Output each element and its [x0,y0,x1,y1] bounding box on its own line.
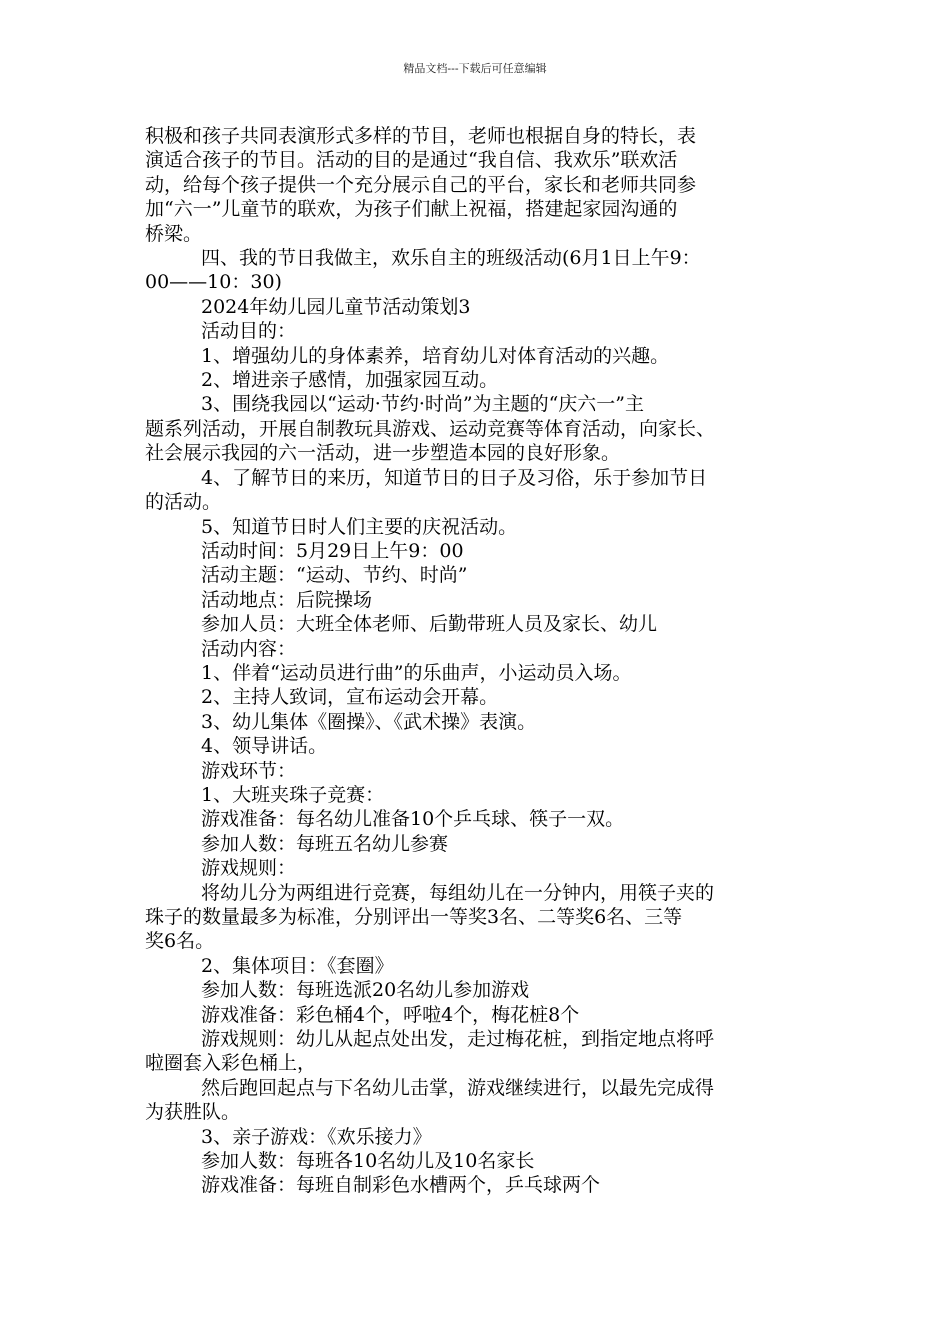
text-line: 2、主持人致词，宣布运动会开幕。 [201,686,499,709]
text-line: 活动目的： [201,320,297,343]
text-line: 2、增进亲子感情，加强家园互动。 [201,369,499,392]
paragraph [145,1003,813,1027]
page-header: 精品文档---下载后可任意编辑 [403,62,547,75]
paragraph [145,368,813,392]
paragraph [145,1076,813,1125]
paragraph [145,466,813,515]
text-line: 题系列活动，开展自制教玩具游戏、运动竞赛等体育活动，向家长、 [145,417,716,440]
paragraph [145,319,813,343]
paragraph [145,856,813,880]
paragraph [145,978,813,1002]
text-line: 2024年幼儿园儿童节活动策划3 [201,295,471,318]
text-line: 桥梁。 [145,222,203,245]
text-line: 参加人数：每班选派20名幼儿参加游戏 [201,979,530,1002]
paragraph [145,637,813,661]
paragraph [145,832,813,856]
paragraph [145,612,813,636]
text-line: 00——10：30) [145,271,282,294]
document-body [145,124,813,1198]
text-line: 1、大班夹珠子竞赛： [201,783,385,806]
paragraph [145,954,813,978]
text-line: 3、亲子游戏：《欢乐接力》 [201,1125,432,1148]
text-line: 演适合孩子的节目。活动的目的是通过“我自信、我欢乐”联欢活 [145,149,678,172]
text-line: 加“六一”儿童节的联欢，为孩子们献上祝福，搭建起家园沟通的 [145,198,678,221]
text-line: 参加人数：每班五名幼儿参赛 [201,832,449,855]
paragraph [145,392,813,465]
text-line: 参加人数：每班各10名幼儿及10名家长 [201,1150,535,1173]
text-line: 3、围绕我园以“运动·节约·时尚”为主题的“庆六一”主 [201,393,645,416]
paragraph [145,246,813,295]
text-line: 1、伴着“运动员进行曲”的乐曲声，小运动员入场。 [201,661,632,684]
text-line: 社会展示我园的六一活动，进一步塑造本园的良好形象。 [145,442,621,465]
paragraph [145,881,813,954]
text-line: 积极和孩子共同表演形式多样的节目，老师也根据自身的特长，表 [145,125,697,147]
text-line: 1、增强幼儿的身体素养，培育幼儿对体育活动的兴趣。 [201,344,670,367]
text-line: 游戏准备：每班自制彩色水槽两个，乒乓球两个 [201,1174,601,1197]
text-line: 游戏环节： [201,759,297,782]
text-line: 2、集体项目：《套圈》 [201,954,394,977]
text-line: 活动地点：后院操场 [201,588,373,611]
text-line: 游戏规则： [201,857,297,880]
text-line: 动，给每个孩子提供一个充分展示自己的平台，家长和老师共同参 [145,173,697,196]
text-line: 游戏准备：彩色桶4个，呼啦4个，梅花桩8个 [201,1003,580,1026]
paragraph [145,734,813,758]
text-line: 活动时间：5月29日上午9：00 [201,539,464,562]
paragraph [145,295,813,319]
text-line: 4、了解节日的来历，知道节日的日子及习俗，乐于参加节日 [201,466,708,489]
paragraph [145,344,813,368]
text-line: 将幼儿分为两组进行竞赛，每组幼儿在一分钟内，用筷子夹的 [201,881,715,904]
paragraph [145,1125,813,1149]
paragraph [145,1149,813,1173]
text-line: 游戏规则：幼儿从起点处出发，走过梅花桩，到指定地点将呼 [201,1028,715,1051]
paragraph [145,539,813,563]
text-line: 啦圈套入彩色桶上， [145,1052,317,1075]
paragraph [145,1027,813,1076]
paragraph [145,124,813,246]
paragraph [145,710,813,734]
text-line: 5、知道节日时人们主要的庆祝活动。 [201,515,518,538]
text-line: 游戏准备：每名幼儿准备10个乒乓球、筷子一双。 [201,808,625,831]
text-line: 珠子的数量最多为标准，分别评出一等奖3名、二等奖6名、三等 [145,906,683,928]
text-line: 3、幼儿集体《圈操》、《武术操》表演。 [201,710,537,733]
paragraph [145,661,813,685]
text-line: 然后跑回起点与下名幼儿击掌，游戏继续进行，以最先完成得 [201,1076,715,1099]
paragraph [145,685,813,709]
text-line: 为获胜队。 [145,1101,241,1124]
paragraph [145,563,813,587]
text-line: 奖6名。 [145,930,215,953]
text-line: 4、领导讲话。 [201,735,328,758]
text-line: 的活动。 [145,491,222,514]
text-line: 参加人员：大班全体老师、后勤带班人员及家长、幼儿 [201,613,658,636]
paragraph [145,515,813,539]
paragraph [145,759,813,783]
text-line: 活动内容： [201,637,297,660]
text-line: 活动主题：“运动、节约、时尚” [201,564,468,587]
paragraph [145,1173,813,1197]
paragraph [145,588,813,612]
paragraph [145,783,813,807]
paragraph [145,807,813,831]
text-line: 四、我的节日我做主，欢乐自主的班级活动(6月1日上午9： [201,247,701,270]
